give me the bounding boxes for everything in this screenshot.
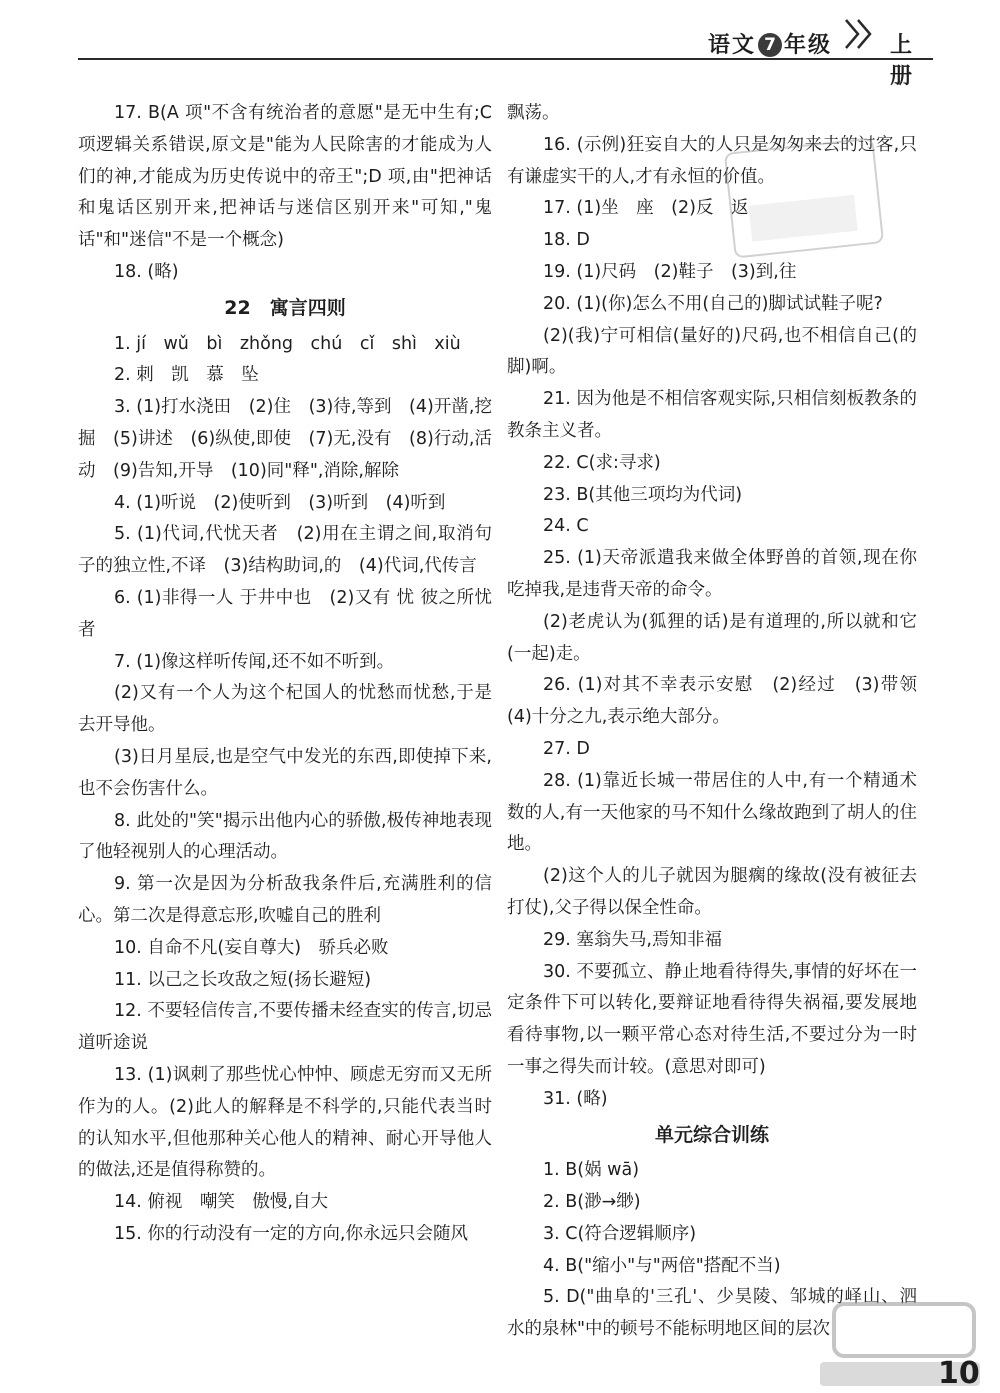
answer-18: 18. D bbox=[543, 230, 590, 251]
answer-8: 8. 此处的"笑"揭示出他内心的骄傲,极传神地表现了他轻视别人的心理活动。 bbox=[78, 810, 492, 863]
unit-answer-3: 3. C(符合逻辑顺序) bbox=[543, 1223, 697, 1244]
answer-29: 29. 塞翁失马,焉知非福 bbox=[543, 929, 722, 950]
answer-20-1: 20. (1)(你)怎么不用(自己的)脚试试鞋子呢? bbox=[543, 293, 883, 314]
answer-16: 16. (示例)狂妄自大的人只是匆匆来去的过客,只有谦虚实干的人,才有永恒的价值。 bbox=[507, 134, 917, 187]
answer-11: 11. 以己之长攻敌之短(扬长避短) bbox=[114, 969, 372, 990]
unit-answer-4: 4. B("缩小"与"两倍"搭配不当) bbox=[543, 1255, 781, 1276]
answer-30: 30. 不要孤立、静止地看待得失,事情的好坏在一定条件下可以转化,要辩证地看待得失祸福,要发展地看待事物,以一颗平常心态对待生活,不要过分为一时一事之得失而计较。(意思对即可) bbox=[507, 961, 917, 1077]
answer-2: 2. 刺 凯 慕 坠 bbox=[114, 365, 259, 386]
answer-3: 3. (1)打水浇田 (2)住 (3)待,等到 (4)开凿,挖掘 (5)讲述 (6)纵使,即使 (7)无,没有 (8)行动,活动 (9)告知,开导 (10)同"释",消除,解除 bbox=[78, 397, 492, 481]
answer-21: 21. 因为他是不相信客观实际,只相信刻板教条的教条主义者。 bbox=[507, 389, 917, 441]
answer-10: 10. 自命不凡(妄自尊大) 骄兵必败 bbox=[114, 937, 389, 958]
page-header bbox=[78, 0, 933, 89]
answer-25-1: 25. (1)天帝派遣我来做全体野兽的首领,现在你吃掉我,是违背天帝的命令。 bbox=[507, 548, 917, 600]
answer-15-continued: 飘荡。 bbox=[507, 103, 560, 123]
answer-26: 26. (1)对其不幸表示安慰 (2)经过 (3)带领 (4)十分之九,表示绝大部分。 bbox=[507, 675, 935, 728]
section-title-fables: 22 寓言四则 bbox=[224, 296, 346, 319]
answer-19: 19. (1)尺码 (2)鞋子 (3)到,往 bbox=[543, 261, 797, 282]
answer-15: 15. 你的行动没有一定的方向,你永远只会随风 bbox=[114, 1223, 468, 1244]
answer-5: 5. (1)代词,代忧天者 (2)用在主谓之间,取消句子的独立性,不译 (3)结构助词,的 (4)代词,代传言 bbox=[78, 524, 492, 577]
subject-text: 语文 bbox=[708, 33, 757, 58]
answer-6: 6. (1)非得一人 于井中也 (2)又有 忧 彼之所忧 者 bbox=[78, 587, 492, 640]
answer-25-2: (2)老虎认为(狐狸的话)是有道理的,所以就和它(一起)走。 bbox=[507, 611, 917, 664]
unit-answer-1: 1. B(娲 wā) bbox=[543, 1160, 640, 1181]
answer-28-2: (2)这个人的儿子就因为腿瘸的缘故(没有被征去打仗),父子得以保全性命。 bbox=[507, 866, 917, 918]
answer-9: 9. 第一次是因为分析敌我条件后,充满胜利的信心。第二次是得意忘形,吹嘘自己的胜利 bbox=[78, 874, 492, 926]
grade-badge: 7 bbox=[758, 33, 782, 57]
answer-20-2: (2)(我)宁可相信(量好的)尺码,也不相信自己(的脚)啊。 bbox=[507, 325, 917, 378]
grade-label: 年级 bbox=[784, 33, 833, 58]
volume-label: 上册 bbox=[890, 33, 915, 89]
answer-4: 4. (1)听说 (2)使听到 (3)听到 (4)听到 bbox=[114, 492, 446, 513]
answer-7-1: 7. (1)像这样听传闻,还不如不听到。 bbox=[114, 651, 395, 672]
header-rule bbox=[78, 58, 933, 60]
unit-answer-5: 5. D("曲阜的'三孔'、少昊陵、邹城的峄山、泗水的泉林"中的顿号不能标明地区间的层次 bbox=[507, 1287, 917, 1340]
double-chevron-right-icon bbox=[840, 14, 880, 54]
subject-label bbox=[708, 28, 832, 59]
unit-answer-2: 2. B(渺→缈) bbox=[543, 1192, 641, 1213]
answer-7-2: (2)又有一个人为这个杞国人的忧愁而忧愁,于是去开导他。 bbox=[78, 683, 492, 736]
section-title-unit-training: 单元综合训练 bbox=[654, 1123, 769, 1146]
right-column bbox=[507, 98, 935, 1346]
answer-18: 18. (略) bbox=[114, 261, 179, 282]
left-column bbox=[78, 98, 492, 1251]
answer-27: 27. D bbox=[543, 738, 590, 759]
answer-31: 31. (略) bbox=[543, 1088, 608, 1109]
answer-24: 24. C bbox=[543, 516, 589, 537]
answer-12: 12. 不要轻信传言,不要传播未经查实的传言,切忌道听途说 bbox=[78, 1001, 492, 1054]
answer-23: 23. B(其他三项均为代词) bbox=[543, 484, 743, 505]
answer-22: 22. C(求:寻求) bbox=[543, 452, 661, 473]
answer-17: 17. B(A 项"不含有统治者的意愿"是无中生有;C 项逻辑关系错误,原文是"能为人民除害的才能成为人们的神,才能成为历史传说中的帝王";D 项,由"把神话和鬼话区别开来,把神话与迷信区别开来"可知,"鬼话"和"迷信"不是一个概念) bbox=[78, 103, 492, 251]
answer-17: 17. (1)坐 座 (2)反 返 bbox=[543, 198, 749, 219]
faded-stamp bbox=[724, 136, 884, 260]
answer-13: 13. (1)讽刺了那些忧心忡忡、顾虑无穷而又无所作为的人。(2)此人的解释是不科学的,只能代表当时的认知水平,但他那种关心他人的精神、耐心开导他人的做法,还是值得称赞的。 bbox=[78, 1064, 492, 1181]
answer-14: 14. 俯视 嘲笑 傲慢,自大 bbox=[114, 1192, 328, 1213]
page-number: 10 bbox=[938, 1356, 980, 1391]
answer-1: 1. jí wǔ bì zhǒng chú cǐ shì xiù bbox=[114, 333, 461, 354]
answer-7-3: (3)日月星辰,也是空气中发光的东西,即使掉下来,也不会伤害什么。 bbox=[78, 746, 492, 799]
answer-28-1: 28. (1)靠近长城一带居住的人中,有一个精通术数的人,有一天他家的马不知什么缘故跑到了胡人的住地。 bbox=[507, 770, 917, 855]
